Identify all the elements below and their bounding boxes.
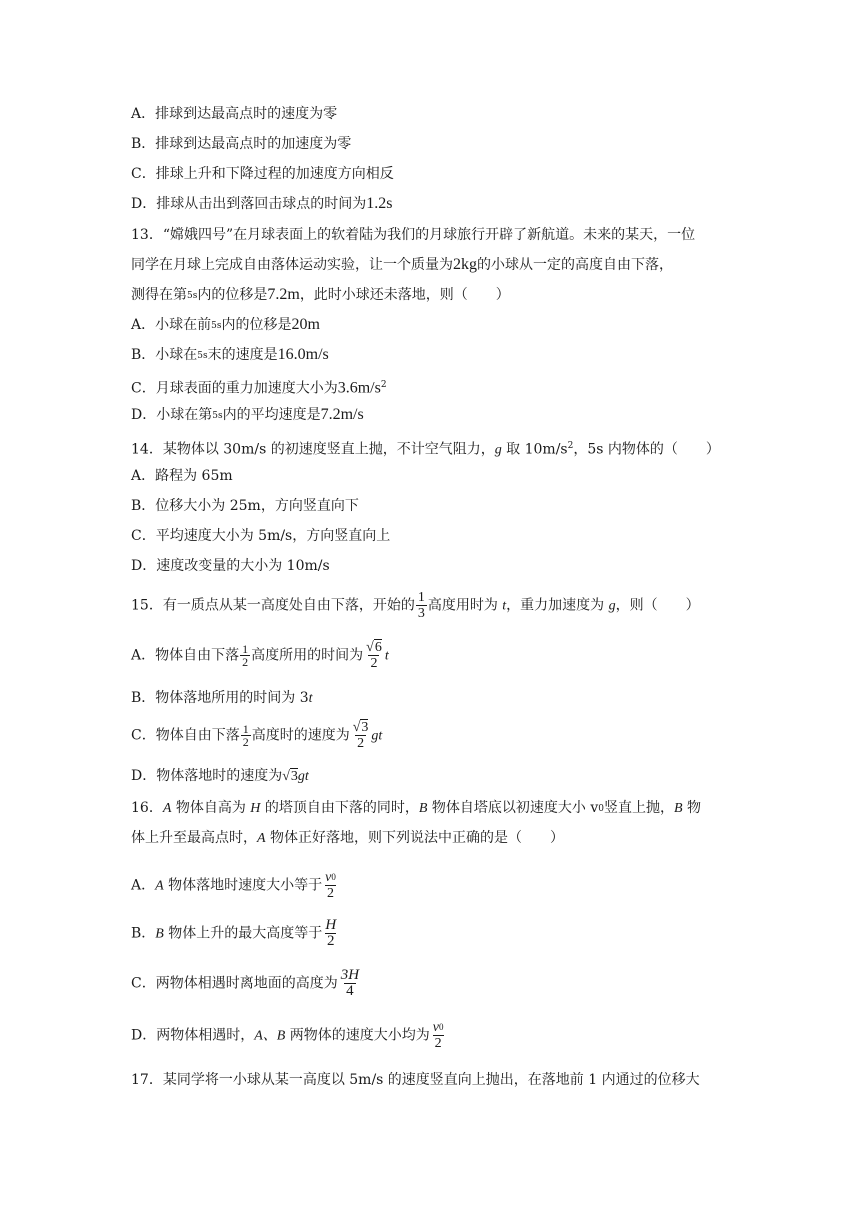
q14-option-b: B．位移大小为 25m，方向竖直向下 <box>131 498 359 514</box>
q15-a-root-fraction: $\frac{√6}{2}$ <box>366 640 382 671</box>
q15-c-half-fraction: $\frac{1}{2}$ <box>242 722 249 749</box>
q16-stem-line1: 16．A 物体自高为 H 的塔顶自由下落的同时，B 物体自塔底以初速度大小 $v_0$竖直上抛，B 物 <box>131 800 701 816</box>
q17-stem-line1: 17．某同学将一小球从某一高度以 5m/s 的速度竖直向上抛出，在落地前 1 内通过的位移大 <box>131 1072 700 1088</box>
q16-c-fraction: $\frac{3H}{4}$ <box>340 967 360 999</box>
q14-option-a: A．路程为 65m <box>131 468 233 484</box>
q16-d-fraction: $\frac{v_0}{2}$ <box>432 1020 444 1051</box>
q13-option-a: A．小球在前5s内的位移是20m <box>131 316 320 333</box>
q13-stem-line2: 同学在月球上完成自由落体运动实验，让一个质量为2kg的小球从一定的高度自由下落， <box>131 256 673 273</box>
q16-a-fraction: $\frac{v_0}{2}$ <box>325 870 336 901</box>
q13-option-b: B．小球在5s末的速度是16.0m/s <box>131 346 329 363</box>
q12-option-c: C．排球上升和下降过程的加速度方向相反 <box>131 166 394 182</box>
q12-option-d: D．排球从击出到落回击球点的时间为1.2s <box>131 195 393 212</box>
q16-option-a: A．A 物体落地时速度大小等于 $\frac{v_0}{2}$ <box>131 870 336 901</box>
q13-option-d: D．小球在第5s内的平均速度是7.2m/s <box>131 406 364 423</box>
q15-stem-fraction: $\frac{1}{3}$ <box>417 590 425 621</box>
q15-option-b: B．物体落地所用的时间为 3t <box>131 690 313 706</box>
q15-option-d: D．物体落地时的速度为√3gt <box>131 768 309 784</box>
q15-d-root: √3 <box>282 769 298 784</box>
q13-stem-line3: 测得在第5s内的位移是7.2m，此时小球还未落地，则（ ） <box>131 286 510 303</box>
q15-a-half-fraction: $\frac{1}{2}$ <box>242 642 249 669</box>
q13-option-c: C．月球表面的重力加速度大小为$3.6m/s^2$ <box>131 379 387 397</box>
q13-stem-line1: 13．“嫦娥四号”在月球表面上的软着陆为我们的月球旅行开辟了新航道。未来的某天，一位 <box>131 227 696 243</box>
q15-option-c: C．物体自由下落 $\frac{1}{2}$ 高度时的速度为 $\frac{√3}{2}$ gt <box>131 720 383 751</box>
q12-option-a: A．排球到达最高点时的速度为零 <box>131 106 338 122</box>
q16-stem-line2: 体上升至最高点时，A 物体正好落地，则下列说法中正确的是（ ） <box>131 830 565 846</box>
q15-c-root-fraction: $\frac{√3}{2}$ <box>352 720 369 751</box>
q12-option-b: B．排球到达最高点时的加速度为零 <box>131 136 352 152</box>
q14-stem: 14．某物体以 30m/s 的初速度竖直上抛，不计空气阻力，g 取 $10m/s^2$，5s 内物体的（ ） <box>131 441 720 458</box>
q16-option-c: C．两物体相遇时离地面的高度为 $\frac{3H}{4}$ <box>131 967 360 999</box>
q15-stem: 15．有一质点从某一高度处自由下落，开始的 $\frac{1}{3}$ 高度用时为 t，重力加速度为 g，则（ ） <box>131 590 700 621</box>
q15-option-a: A．物体自由下落 $\frac{1}{2}$ 高度所用的时间为 $\frac{√6}{2}$ t <box>131 640 389 671</box>
q16-option-d: D．两物体相遇时，A、B 两物体的速度大小均为 $\frac{v_0}{2}$ <box>131 1020 444 1051</box>
q16-option-b: B．B 物体上升的最大高度等于 $\frac{H}{2}$ <box>131 917 337 949</box>
q14-option-d: D．速度改变量的大小为 10m/s <box>131 558 330 574</box>
q16-b-fraction: $\frac{H}{2}$ <box>325 917 337 949</box>
q14-option-c: C．平均速度大小为 5m/s，方向竖直向上 <box>131 528 391 544</box>
